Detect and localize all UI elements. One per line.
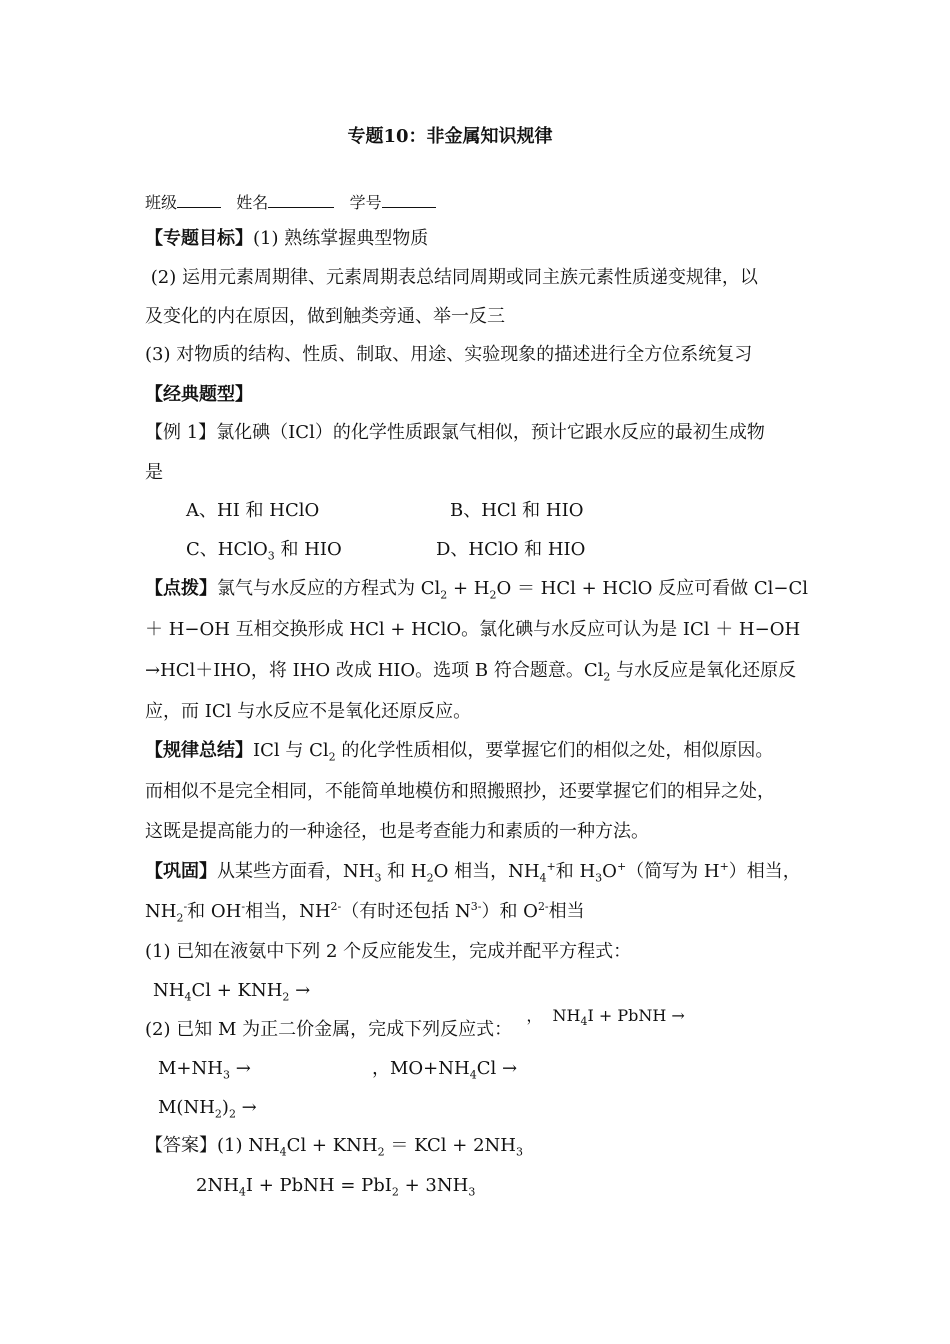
option-d: D、HClO 和 HIO (436, 539, 586, 560)
example-1-line: 【例 1】氯化碘（ICl）的化学性质跟氯气相似，预计它跟水反应的最初生成物 (145, 422, 765, 443)
option-c: C、HClO$_3$ 和 HIO (186, 539, 342, 563)
number-blank[interactable] (382, 189, 436, 208)
q1-equation-1: $NH_4Cl + KNH_2$ → (153, 980, 311, 1004)
consolidate-line-2: $NH_2^-$和 OH-相当，$NH^{2-}$（有时还包括 $N^{3-}$）和 $O^{2-}$相当 (145, 900, 585, 925)
name-blank[interactable] (268, 189, 334, 208)
q2-equation-2: ，$MO+NH_4Cl$ → (372, 1058, 518, 1082)
answer-line-2: $2NH_4I$ + PbNH = $PbI_2 + 3NH_3$ (196, 1175, 476, 1199)
option-a: A、HI 和 HClO (186, 500, 320, 521)
class-blank[interactable] (177, 189, 221, 208)
hint-line-3: →HCl＋IHO，将 IHO 改成 HIO。选项 B 符合题意。$Cl_2$ 与水反应是氧化还原反 (145, 660, 797, 684)
goal-line-2b: 及变化的内在原因，做到触类旁通、举一反三 (145, 306, 505, 327)
q1-equation-2: ， $NH_4I$ + PbNH → (526, 1006, 685, 1029)
hint-line-2: ＋ H−OH 互相交换形成 HCl + HClO。氯化碘与水反应可认为是 ICl ＋ H−OH (145, 619, 801, 640)
q2-equation-3: $M(NH_2)_2$ → (158, 1097, 257, 1121)
rule-line-3: 这既是提高能力的一种途径，也是考查能力和素质的一种方法。 (145, 821, 649, 842)
question-2: (2) 已知 M 为正二价金属，完成下列反应式： (145, 1019, 513, 1040)
goal-line-1: 【专题目标】(1) 熟练掌握典型物质 (145, 228, 429, 249)
hint-line-4: 应，而 ICl 与水反应不是氧化还原反应。 (145, 701, 472, 722)
q2-equation-1: $M+NH_3$ → (158, 1058, 251, 1082)
student-info-line: 班级 姓名 学号 (145, 189, 436, 215)
option-b: B、HCl 和 HIO (450, 500, 584, 521)
consolidate-line-1: 【巩固】从某些方面看，$NH_3$ 和 $H_2O$ 相当，$NH_4^+$和 $H_3O^+$（简写为 H+）相当， (145, 860, 801, 885)
rule-line-2: 而相似不是完全相同，不能简单地模仿和照搬照抄，还要掌握它们的相异之处， (145, 781, 775, 802)
page-title: 专题10：非金属知识规律 (347, 126, 553, 147)
hint-line-1: 【点拨】氯气与水反应的方程式为 $Cl_2 + H_2O$ ＝ HCl + HClO 反应可看做 Cl−Cl (145, 578, 809, 602)
goal-line-2: (2) 运用元素周期律、元素周期表总结同周期或同主族元素性质递变规律，以 (145, 267, 758, 288)
answer-line-1: 【答案】(1) $NH_4Cl + KNH_2$ ＝ KCl + $2NH_3$ (145, 1135, 523, 1159)
goal-line-3: (3) 对物质的结构、性质、制取、用途、实验现象的描述进行全方位系统复习 (145, 344, 753, 365)
question-1: (1) 已知在液氨中下列 2 个反应能发生，完成并配平方程式： (145, 941, 632, 962)
rule-line-1: 【规律总结】ICl 与 $Cl_2$ 的化学性质相似，要掌握它们的相似之处，相似原因。 (145, 740, 774, 764)
classic-heading: 【经典题型】 (145, 384, 253, 405)
example-1-line-b: 是 (145, 462, 163, 483)
